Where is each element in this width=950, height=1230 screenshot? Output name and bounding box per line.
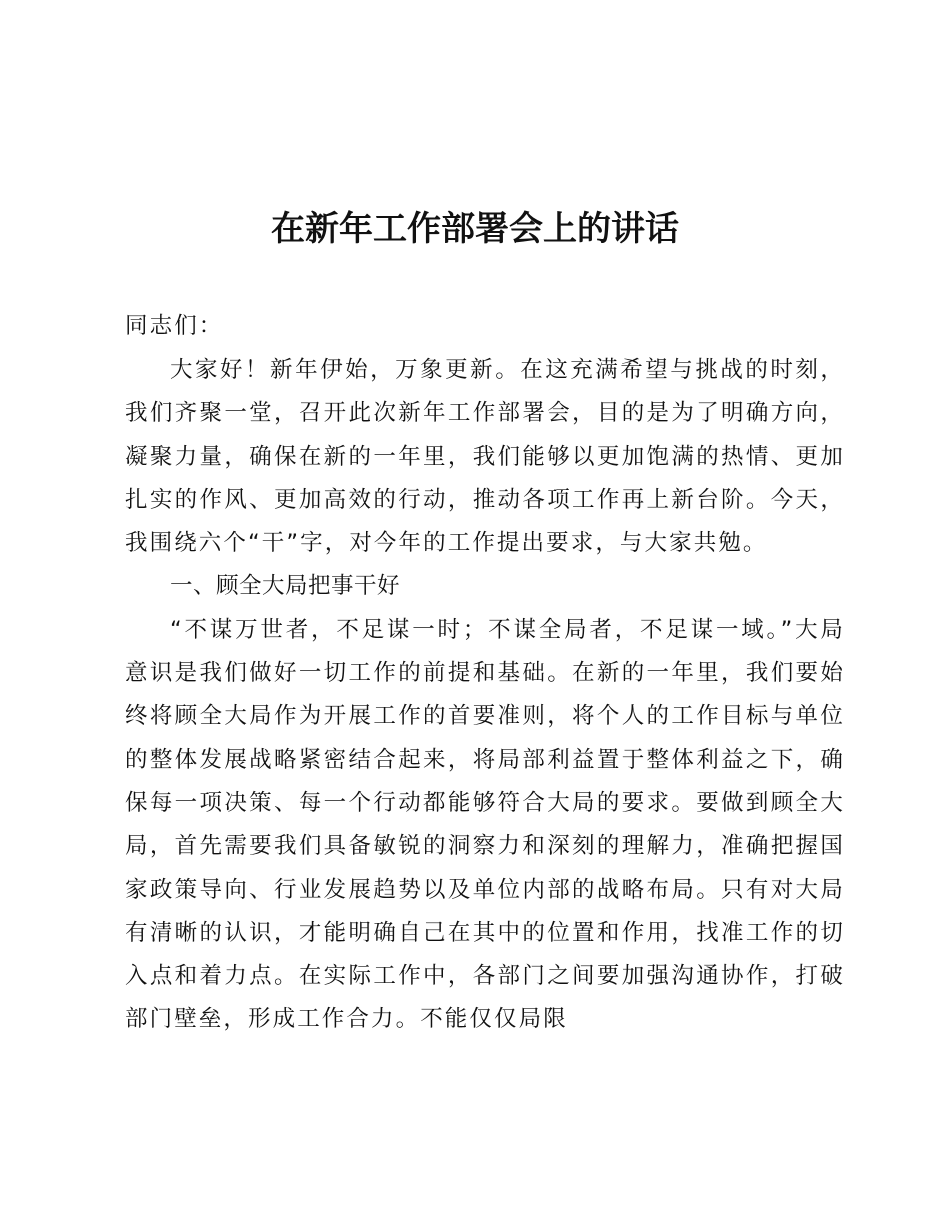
- paragraph-section-1: “不谋万世者，不足谋一时；不谋全局者，不足谋一域。”大局意识是我们做好一切工作的前提和基础。在新的一年里，我们要始终将顾全大局作为开展工作的首要准则，将个人的工作目标与单位的整体发展战略紧密结合起来，将局部利益置于整体利益之下，确保每一项决策、每一个行动都能够符合大局的要求。要做到顾全大局，首先需要我们具备敏锐的洞察力和深刻的理解力，准确把握国家政策导向、行业发展趋势以及单位内部的战略布局。只有对大局有清晰的认识，才能明确自己在其中的位置和作用，找准工作的切入点和着力点。在实际工作中，各部门之间要加强沟通协作，打破部门壁垒，形成工作合力。不能仅仅局限: [125, 616, 845, 1033]
- salutation: 同志们：: [125, 313, 224, 339]
- document-body: [125, 349, 845, 1042]
- paragraph-opening: 大家好！新年伊始，万象更新。在这充满希望与挑战的时刻，我们齐聚一堂，召开此次新年工作部署会，目的是为了明确方向，凝聚力量，确保在新的一年里，我们能够以更加饱满的热情、更加扎实的作风、更加高效的行动，推动各项工作再上新台阶。今天，我围绕六个“干”字，对今年的工作提出要求，与大家共勉。: [125, 357, 845, 557]
- document-title: 在新年工作部署会上的讲话: [271, 209, 679, 249]
- section-heading-1: 一、顾全大局把事干好: [170, 573, 401, 600]
